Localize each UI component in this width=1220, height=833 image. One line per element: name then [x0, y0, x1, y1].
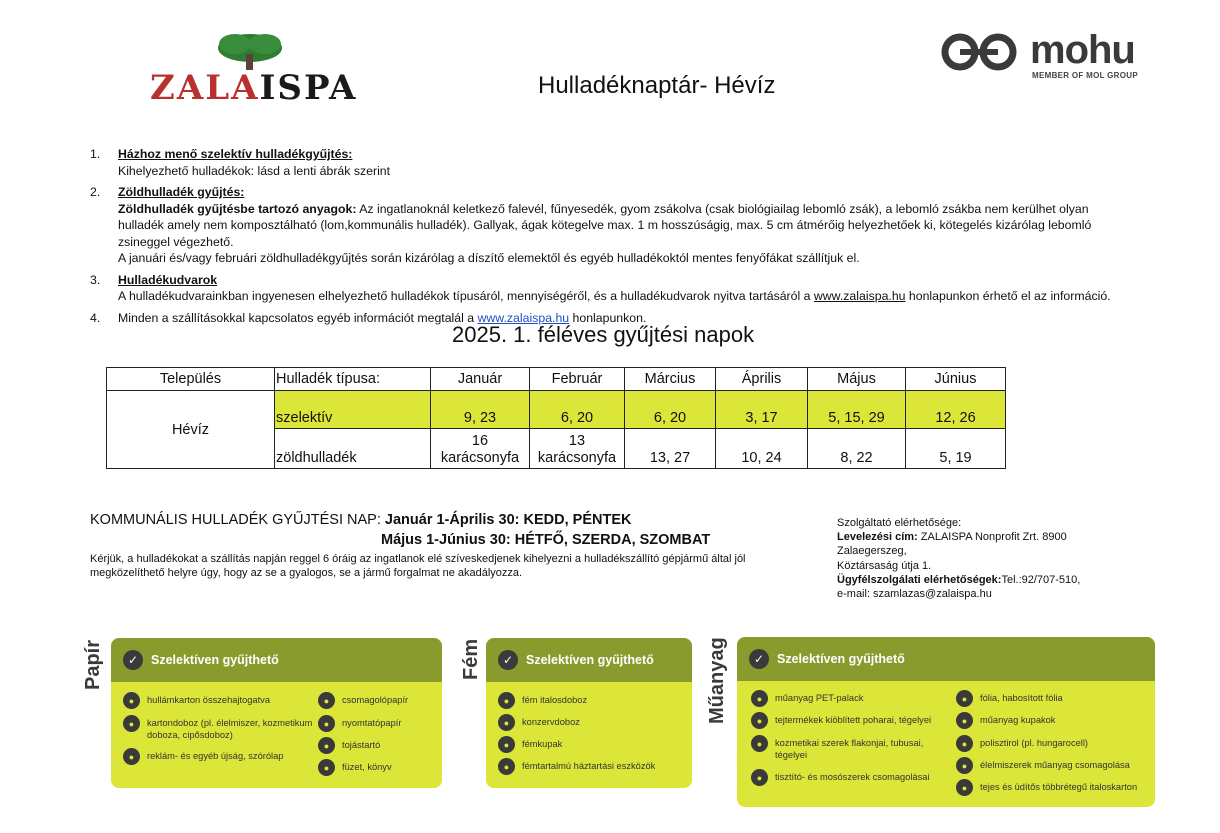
check-icon: ✓ — [749, 649, 769, 669]
table-header: Település — [107, 368, 275, 391]
info-heading: Hulladékudvarok — [118, 272, 218, 287]
table-header: Április — [716, 368, 808, 391]
info-item-1 — [90, 146, 1130, 179]
info-number: 2. — [90, 185, 101, 199]
item-icon: ● — [956, 757, 973, 774]
date-cell: 6, 20 — [625, 391, 716, 429]
item-icon: ● — [123, 692, 140, 709]
list-item — [751, 769, 951, 786]
kommunalis-period-1: Január 1-Április 30: KEDD, PÉNTEK — [384, 512, 632, 528]
item-label: kartondoboz (pl. élelmiszer, kozmetikum doboza, cipősdoboz) — [147, 718, 313, 740]
item-icon: ● — [751, 769, 768, 786]
info-number: 1. — [90, 147, 101, 161]
kommunalis-label: KOMMUNÁLIS HULLADÉK GYŰJTÉSI NAP: — [90, 512, 385, 528]
info-text: A hulladékudvarainkban ingyenesen elhelyezhető hulladékok típusáról, mennyiségéről, és a hulladékudvarok nyitva tartásáról a — [118, 289, 814, 303]
item-icon: ● — [956, 779, 973, 796]
phone-label: Ügyfélszolgálati elérhetőségek: — [837, 573, 1002, 586]
panel-heading: Szelektíven gyűjthető — [526, 653, 654, 667]
date-note: karácsonyfa — [440, 450, 520, 466]
date-cell: 10, 24 — [716, 429, 808, 469]
panel-fem — [486, 638, 692, 788]
date-cell: 12, 26 — [906, 391, 1006, 429]
list-item — [751, 690, 951, 707]
phone: Tel.:92/707-510, — [1001, 573, 1081, 586]
list-item — [498, 714, 688, 731]
page-title: Hulladéknaptár- Hévíz — [538, 72, 776, 99]
contact-block — [837, 516, 1117, 601]
list-item — [318, 759, 438, 776]
item-icon: ● — [123, 715, 140, 732]
town-cell: Hévíz — [107, 391, 275, 469]
list-item — [318, 715, 438, 732]
zalaispa-logo — [150, 30, 358, 108]
item-label: kozmetikai szerek flakonjai, tubusai, tégelyei — [775, 738, 924, 760]
date-cell: 8, 22 — [808, 429, 906, 469]
info-text: A januári és/vagy februári zöldhulladékgyűjtés során kizárólag a díszítő elemektől és egyéb hulladékoktól mentes fenyőfákat szállítjuk el. — [118, 251, 860, 265]
list-item — [956, 757, 1152, 774]
item-label: műanyag kupakok — [980, 715, 1056, 725]
date-cell: 13, 27 — [625, 429, 716, 469]
info-item-3 — [90, 272, 1130, 305]
item-label: élelmiszerek műanyag csomagolása — [980, 760, 1130, 770]
item-icon: ● — [498, 714, 515, 731]
check-icon: ✓ — [123, 650, 143, 670]
date-cell: 5, 15, 29 — [808, 391, 906, 429]
date-cell — [530, 429, 625, 469]
panel-muanyag — [737, 637, 1155, 807]
table-header: Május — [808, 368, 906, 391]
zalaispa-wordmark: ZALAISPA — [150, 68, 358, 108]
item-icon: ● — [123, 748, 140, 765]
panel-papir — [111, 638, 442, 788]
panel-heading: Szelektíven gyűjthető — [151, 653, 279, 667]
item-icon: ● — [498, 692, 515, 709]
info-text: Kihelyezhető hulladékok: lásd a lenti ábrák szerint — [118, 163, 391, 178]
item-label: nyomtatópapír — [342, 718, 402, 728]
table-header: Hulladék típusa: — [275, 368, 431, 391]
address-label: Levelezési cím: — [837, 531, 918, 544]
item-label: tisztító- és mosószerek csomagolásai — [775, 772, 930, 782]
item-icon: ● — [318, 759, 335, 776]
tree-icon — [210, 30, 290, 72]
list-item — [123, 692, 313, 709]
list-item — [498, 692, 688, 709]
list-item — [956, 735, 1152, 752]
type-cell: szelektív — [275, 391, 431, 429]
date-cell: 3, 17 — [716, 391, 808, 429]
date-value: 13 — [568, 433, 586, 449]
date-cell: 6, 20 — [530, 391, 625, 429]
date-note: karácsonyfa — [537, 450, 617, 466]
item-label: fém italosdoboz — [522, 695, 588, 705]
list-item — [498, 736, 688, 753]
mohu-tagline: MEMBER OF MOL GROUP — [1032, 71, 1138, 80]
check-icon: ✓ — [498, 650, 518, 670]
kommunalis-note: Kérjük, a hulladékokat a szállítás napján reggel 6 óráig az ingatlanok elé szíveskedjenek kihelyezni a hulladékszállító gépjármű által jól megközelíthető helyre úgy, hogy az se a gyalogos, se a jármű forgalmat ne akadályozza. — [90, 553, 746, 579]
info-text: honlapunkon érhető el az információ. — [905, 289, 1111, 303]
kommunalis-period-2: Május 1-Június 30: HÉTFŐ, SZERDA, SZOMBAT — [381, 532, 711, 548]
item-label: polisztirol (pl. hungarocell) — [980, 738, 1088, 748]
list-item — [318, 737, 438, 754]
list-item — [956, 779, 1152, 796]
date-value: 16 — [471, 433, 489, 449]
list-item — [751, 712, 951, 729]
item-icon: ● — [751, 712, 768, 729]
info-text: Minden a szállításokkal kapcsolatos egyéb információt megtalál a — [118, 310, 478, 325]
mohu-logo — [940, 28, 1150, 83]
item-label: műanyag PET-palack — [775, 693, 864, 703]
mohu-brand: mohu — [1030, 28, 1135, 72]
list-item — [956, 690, 1152, 707]
panel-header — [737, 637, 1155, 681]
list-item — [123, 715, 313, 741]
info-list — [90, 146, 1130, 331]
address: ZALAISPA Nonprofit Zrt. 8900 — [917, 531, 1067, 544]
category-label-muanyag: Műanyag — [706, 637, 728, 724]
type-cell: zöldhulladék — [275, 429, 431, 469]
item-icon: ● — [956, 690, 973, 707]
item-icon: ● — [318, 737, 335, 754]
panel-header — [111, 638, 442, 682]
info-item-2 — [90, 184, 1130, 267]
date-cell: 5, 19 — [906, 429, 1006, 469]
address-street: Köztársaság útja 1. — [837, 559, 932, 572]
list-item — [956, 712, 1152, 729]
contact-title: Szolgáltató elérhetősége: — [837, 517, 962, 529]
info-text: Az ingatlanoknál keletkező falevél, fűnyesedék, gyom zsákolva (csak biológiailag lebomló zsák), a lebomló zsákba nem kerülhet olyan hulladék amely nem komposztálható (lom,kommunális hulladék). Gallyak, ágak kötegelve max. 1 m hosszúságig, max. 5 cm átmérőig helyezhetőek ki, kötegelés kizárólag lebomló zsineggel végezhető. — [118, 201, 1092, 249]
item-label: csomagolópapír — [342, 695, 409, 705]
item-icon: ● — [318, 715, 335, 732]
table-header: Január — [431, 368, 530, 391]
item-icon: ● — [318, 692, 335, 709]
info-bold-lead: Zöldhulladék gyűjtésbe tartozó anyagok: — [118, 201, 357, 216]
email: e-mail: szamlazas@zalaispa.hu — [837, 588, 992, 601]
item-label: fémkupak — [522, 739, 563, 749]
schedule-title: 2025. 1. féléves gyűjtési napok — [452, 322, 755, 347]
info-heading: Zöldhulladék gyűjtés: — [118, 185, 245, 199]
list-item — [751, 735, 951, 761]
kommunalis-line — [90, 512, 631, 528]
item-label: tojástartó — [342, 740, 381, 750]
table-header-row — [107, 368, 1006, 391]
address-city: Zalaegerszeg, — [837, 545, 907, 558]
panel-header — [486, 638, 692, 682]
panel-heading: Szelektíven gyűjthető — [777, 652, 905, 666]
item-icon: ● — [956, 735, 973, 752]
item-icon: ● — [498, 758, 515, 775]
item-label: reklám- és egyéb újság, szórólap — [147, 751, 284, 761]
table-header: Június — [906, 368, 1006, 391]
list-item — [498, 758, 688, 775]
item-label: füzet, könyv — [342, 762, 392, 772]
item-label: fémtartalmú háztartási eszközök — [522, 761, 656, 771]
item-icon: ● — [751, 735, 768, 752]
table-row — [107, 391, 1006, 429]
item-label: tejes és üdítős többrétegű italoskarton — [980, 782, 1138, 792]
list-item — [318, 692, 438, 709]
website-link[interactable]: www.zalaispa.hu — [477, 310, 570, 325]
item-icon: ● — [751, 690, 768, 707]
website-link[interactable]: www.zalaispa.hu — [813, 289, 906, 303]
info-number: 4. — [90, 310, 101, 325]
table-header: Március — [625, 368, 716, 391]
list-item — [123, 748, 313, 765]
item-icon: ● — [956, 712, 973, 729]
info-text: honlapunkon. — [569, 310, 647, 325]
item-label: hullámkarton összehajtogatva — [147, 695, 270, 705]
category-label-papir: Papír — [82, 639, 104, 690]
schedule-table — [106, 367, 1006, 469]
mohu-logo-icon — [940, 30, 1022, 74]
item-label: fólia, habosított fólia — [980, 693, 1063, 703]
item-label: konzervdoboz — [522, 717, 580, 727]
info-heading: Házhoz menő szelektív hulladékgyűjtés: — [118, 147, 353, 161]
item-icon: ● — [498, 736, 515, 753]
info-number: 3. — [90, 272, 101, 287]
item-label: tejtermékek kiöblített poharai, tégelyei — [775, 715, 932, 725]
category-label-fem: Fém — [460, 638, 482, 680]
table-header: Február — [530, 368, 625, 391]
date-cell — [431, 429, 530, 469]
date-cell: 9, 23 — [431, 391, 530, 429]
